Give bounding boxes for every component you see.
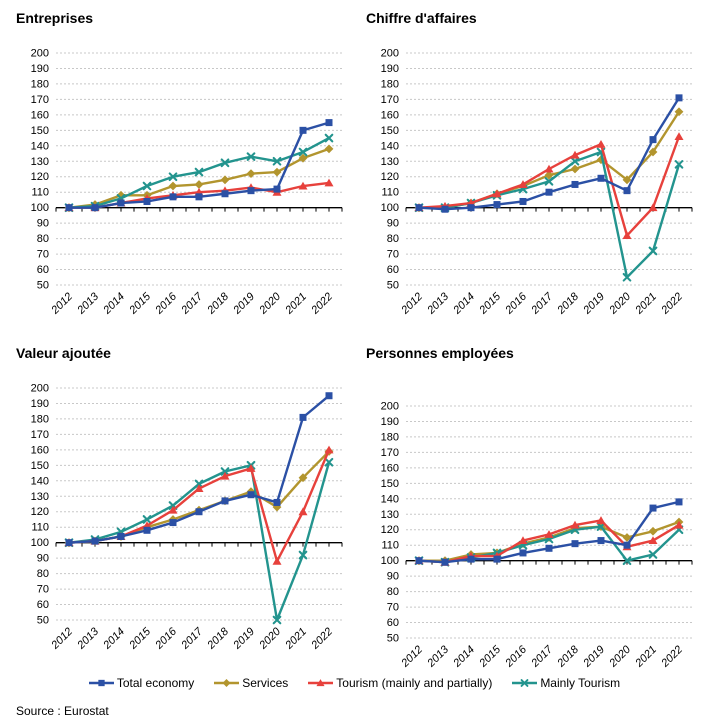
svg-text:2013: 2013	[75, 625, 102, 652]
legend-label-total-economy: Total economy	[116, 676, 195, 690]
services-line-marker-icon	[214, 677, 239, 689]
legend-item-mainly-tourism	[512, 676, 620, 690]
svg-text:70: 70	[36, 248, 49, 261]
svg-text:2014: 2014	[451, 290, 478, 317]
svg-text:170: 170	[30, 428, 49, 441]
svg-text:130: 130	[30, 490, 49, 503]
chart-cell-entreprises	[10, 2, 360, 337]
chart-cell-personnes-employees	[360, 337, 709, 672]
svg-text:2022: 2022	[659, 290, 686, 317]
svg-text:150: 150	[30, 124, 49, 137]
svg-text:2021: 2021	[283, 290, 310, 317]
svg-text:50: 50	[36, 614, 49, 627]
chart-canvas-personnes-employees	[360, 362, 700, 672]
mainly-tourism-line-marker-icon	[512, 677, 537, 689]
svg-text:2021: 2021	[283, 625, 310, 652]
svg-text:200: 200	[30, 47, 49, 60]
svg-text:90: 90	[386, 570, 399, 583]
legend-label-services: Services	[242, 676, 289, 690]
svg-text:130: 130	[380, 508, 399, 521]
svg-text:2022: 2022	[309, 290, 336, 317]
svg-text:170: 170	[30, 93, 49, 106]
svg-text:2015: 2015	[477, 290, 504, 317]
svg-text:2018: 2018	[205, 290, 232, 317]
svg-text:70: 70	[36, 583, 49, 596]
svg-text:2012: 2012	[49, 290, 76, 317]
svg-text:160: 160	[30, 109, 49, 122]
source-note: Source : Eurostat	[16, 704, 109, 718]
svg-text:70: 70	[386, 601, 399, 614]
svg-text:120: 120	[380, 171, 399, 184]
legend-item-services	[214, 676, 288, 690]
svg-text:2014: 2014	[451, 643, 478, 670]
chart-cell-chiffre-daffaires	[360, 2, 709, 337]
chart-title-personnes-employees: Personnes employées	[366, 345, 514, 361]
svg-text:140: 140	[380, 493, 399, 506]
legend-label-mainly-tourism: Mainly Tourism	[540, 676, 621, 690]
svg-text:150: 150	[30, 459, 49, 472]
svg-text:90: 90	[36, 217, 49, 230]
svg-text:140: 140	[380, 140, 399, 153]
svg-text:2019: 2019	[581, 290, 608, 317]
svg-text:50: 50	[386, 632, 399, 645]
svg-text:2014: 2014	[101, 290, 128, 317]
svg-text:2015: 2015	[127, 290, 154, 317]
svg-text:80: 80	[36, 233, 49, 246]
legend-item-tourism	[308, 676, 492, 690]
svg-text:120: 120	[30, 171, 49, 184]
svg-text:2022: 2022	[309, 625, 336, 652]
svg-text:2013: 2013	[425, 643, 452, 670]
svg-text:180: 180	[30, 413, 49, 426]
svg-text:2012: 2012	[399, 290, 426, 317]
chart-canvas-valeur-ajoutee	[10, 362, 350, 672]
svg-text:2021: 2021	[633, 643, 660, 670]
svg-text:180: 180	[380, 431, 399, 444]
svg-text:140: 140	[30, 140, 49, 153]
chart-title-chiffre-daffaires: Chiffre d'affaires	[366, 10, 477, 26]
svg-text:70: 70	[386, 248, 399, 261]
svg-text:60: 60	[386, 617, 399, 630]
tourism-line-marker-icon	[308, 677, 333, 689]
svg-text:200: 200	[30, 382, 49, 395]
svg-text:2018: 2018	[205, 625, 232, 652]
svg-text:2017: 2017	[529, 643, 556, 670]
chart-cell-valeur-ajoutee	[10, 337, 360, 672]
svg-text:110: 110	[381, 186, 399, 199]
svg-text:190: 190	[30, 397, 49, 410]
svg-text:60: 60	[36, 264, 49, 277]
svg-text:50: 50	[386, 279, 399, 292]
svg-text:120: 120	[30, 506, 49, 519]
svg-text:140: 140	[30, 475, 49, 488]
chart-title-valeur-ajoutee: Valeur ajoutée	[16, 345, 111, 361]
svg-text:2020: 2020	[257, 290, 284, 317]
svg-text:100: 100	[30, 202, 49, 215]
svg-text:2020: 2020	[257, 625, 284, 652]
svg-text:90: 90	[36, 552, 49, 565]
svg-text:200: 200	[380, 400, 399, 413]
svg-text:2012: 2012	[399, 643, 426, 670]
svg-text:180: 180	[380, 78, 399, 91]
chart-canvas-entreprises	[10, 27, 350, 337]
svg-text:2020: 2020	[607, 290, 634, 317]
svg-text:110: 110	[31, 186, 49, 199]
svg-text:2022: 2022	[659, 643, 686, 670]
chart-canvas-chiffre-daffaires	[360, 27, 700, 337]
legend-label-tourism: Tourism (mainly and partially)	[336, 676, 493, 690]
svg-text:2012: 2012	[49, 625, 76, 652]
svg-text:160: 160	[30, 444, 49, 457]
svg-text:160: 160	[380, 462, 399, 475]
svg-text:100: 100	[30, 537, 49, 550]
svg-text:2021: 2021	[633, 290, 660, 317]
chart-title-entreprises: Entreprises	[16, 10, 94, 26]
svg-text:80: 80	[36, 568, 49, 581]
svg-text:170: 170	[380, 446, 399, 459]
svg-text:170: 170	[380, 93, 399, 106]
svg-text:60: 60	[36, 599, 49, 612]
svg-text:2019: 2019	[231, 625, 258, 652]
svg-text:90: 90	[386, 217, 399, 230]
svg-text:2016: 2016	[503, 290, 530, 317]
svg-text:150: 150	[380, 477, 399, 490]
svg-text:2013: 2013	[425, 290, 452, 317]
total-economy-line-marker-icon	[89, 677, 114, 689]
svg-text:190: 190	[30, 62, 49, 75]
svg-text:2015: 2015	[127, 625, 154, 652]
svg-text:110: 110	[31, 521, 49, 534]
svg-text:2017: 2017	[179, 625, 206, 652]
svg-text:80: 80	[386, 586, 399, 599]
svg-text:150: 150	[380, 124, 399, 137]
svg-text:2016: 2016	[153, 625, 180, 652]
svg-text:2014: 2014	[101, 625, 128, 652]
svg-text:2018: 2018	[555, 290, 582, 317]
svg-text:130: 130	[380, 155, 399, 168]
svg-text:2018: 2018	[555, 643, 582, 670]
svg-text:2013: 2013	[75, 290, 102, 317]
svg-text:200: 200	[380, 47, 399, 60]
svg-text:190: 190	[380, 415, 399, 428]
svg-text:2017: 2017	[529, 290, 556, 317]
legend-item-total-economy	[89, 676, 194, 690]
svg-text:50: 50	[36, 279, 49, 292]
svg-text:120: 120	[380, 524, 399, 537]
svg-text:2016: 2016	[153, 290, 180, 317]
svg-text:130: 130	[30, 155, 49, 168]
svg-text:2015: 2015	[477, 643, 504, 670]
svg-text:110: 110	[381, 539, 399, 552]
legend	[0, 676, 709, 690]
svg-text:2020: 2020	[607, 643, 634, 670]
svg-text:80: 80	[386, 233, 399, 246]
svg-text:2016: 2016	[503, 643, 530, 670]
svg-text:100: 100	[380, 555, 399, 568]
svg-text:180: 180	[30, 78, 49, 91]
svg-text:2019: 2019	[231, 290, 258, 317]
svg-text:60: 60	[386, 264, 399, 277]
svg-text:190: 190	[380, 62, 399, 75]
svg-text:100: 100	[380, 202, 399, 215]
svg-text:2017: 2017	[179, 290, 206, 317]
svg-text:2019: 2019	[581, 643, 608, 670]
svg-text:160: 160	[380, 109, 399, 122]
